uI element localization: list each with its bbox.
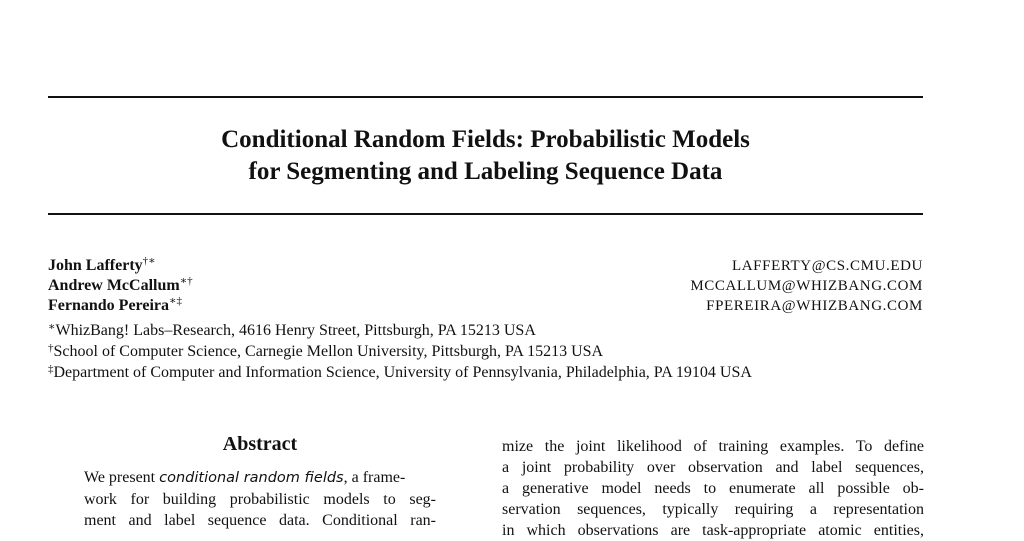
affiliation: ∗WhizBang! Labs–Research, 4616 Henry Street, Pittsburgh, PA 15213 USA [48,321,536,339]
emphasis-term: conditional random fields [159,470,344,486]
author-block [48,256,923,316]
bottom-rule [48,213,923,215]
affiliation: †School of Computer Science, Carnegie Mellon University, Pittsburgh, PA 15213 USA [48,342,604,360]
top-rule [48,96,923,98]
body-line: a joint probability over observation and label sequences, [502,459,924,476]
affiliation-mark: † [48,342,54,354]
title-line-2: for Segmenting and Labeling Sequence Data [248,158,723,185]
abstract-line: We present conditional random fields, a frame- [84,469,406,486]
affiliation-list [48,320,923,383]
affiliation-mark: ∗ [48,321,56,333]
author-footnote-marks: ∗‡ [169,295,182,307]
author-name: Fernando Pereira∗‡ [48,295,182,314]
title-line-1: Conditional Random Fields: Probabilistic Models [221,126,750,153]
author-footnote-marks: ∗† [179,275,193,287]
body-line: a generative model needs to enumerate all possible ob- [502,480,924,497]
author-row [48,296,923,316]
right-column-text [502,436,924,541]
abstract-line: ment and label sequence data. Conditional ran- [84,512,436,529]
author-email: LAFFERTY@CS.CMU.EDU [731,258,923,274]
author-footnote-marks: †∗ [142,255,156,267]
author-row [48,256,923,276]
body-line: mize the joint likelihood of training examples. To define [502,438,924,455]
abstract-line: work for building probabilistic models to seg- [84,491,436,508]
author-row [48,276,923,296]
author-email: MCCALLUM@WHIZBANG.COM [690,278,923,294]
body-line: servation sequences, typically requiring a representation [502,501,924,518]
abstract-body [84,467,436,531]
author-name: John Lafferty†∗ [48,255,156,274]
author-email: FPEREIRA@WHIZBANG.COM [706,298,923,314]
paper-title [48,124,923,188]
body-line: in which observations are task-appropriate atomic entities, [502,522,924,539]
abstract-heading: Abstract [222,433,298,455]
affiliation: ‡Department of Computer and Information Science, University of Pennsylvania, Philadelphia, PA 19104 USA [48,363,752,381]
author-name: Andrew McCallum∗† [48,275,193,294]
affiliation-mark: ‡ [48,363,54,375]
